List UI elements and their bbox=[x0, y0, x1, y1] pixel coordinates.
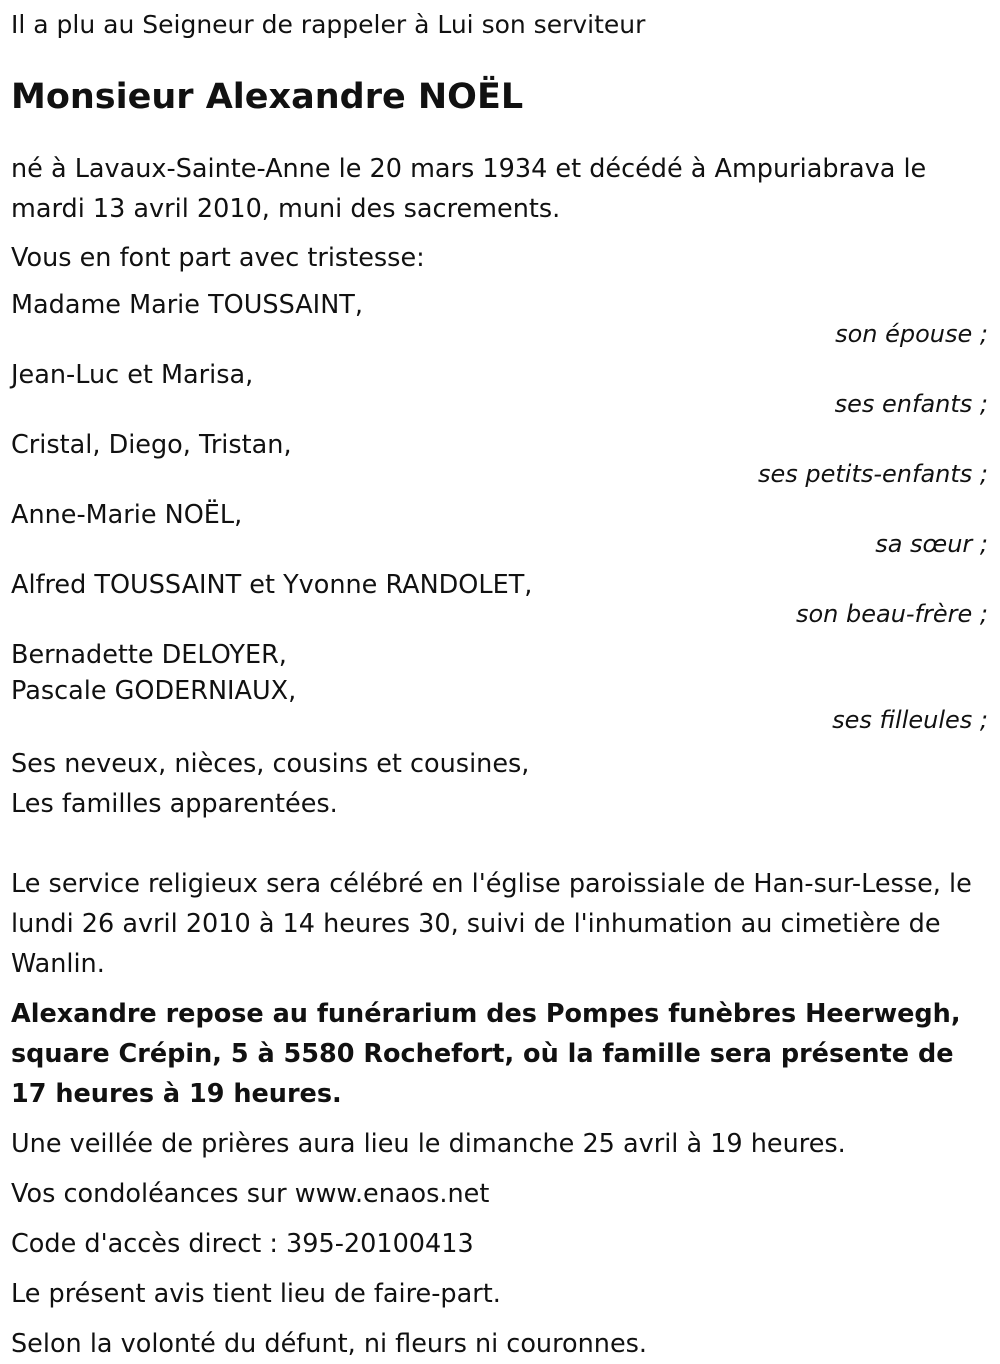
funerarium-text: Alexandre repose au funérarium des Pompes funèbres Heerwegh, square Crépin, 5 à 5580 Rochefort, où la famille sera présente de 17 heures à 19 heures. bbox=[11, 999, 961, 1109]
wish-text: Selon la volonté du défunt, ni fleurs ni couronnes. bbox=[11, 1329, 648, 1359]
family-entry bbox=[11, 567, 988, 628]
access-code-text: Code d'accès direct : 395-20100413 bbox=[11, 1229, 474, 1259]
condolences-text: Vos condoléances sur www.enaos.net bbox=[11, 1179, 490, 1209]
deceased-name: Monsieur Alexandre NOËL bbox=[11, 77, 524, 117]
family-relation: sa sœur ; bbox=[875, 530, 988, 558]
family-names: Alfred TOUSSAINT et Yvonne RANDOLET, bbox=[11, 570, 533, 600]
family-list bbox=[11, 287, 988, 734]
family-entry bbox=[11, 497, 988, 558]
family-entry bbox=[11, 637, 988, 734]
family-names: Pascale GODERNIAUX, bbox=[11, 676, 297, 706]
family-relation: ses petits-enfants ; bbox=[757, 460, 988, 488]
extended-family-line: Ses neveux, nièces, cousins et cousines, bbox=[11, 749, 530, 779]
family-relation: son épouse ; bbox=[835, 320, 988, 348]
extended-family-line: Les familles apparentées. bbox=[11, 789, 338, 819]
family-names: Cristal, Diego, Tristan, bbox=[11, 430, 292, 460]
announce-text: Vous en font part avec tristesse: bbox=[11, 243, 425, 273]
family-entry bbox=[11, 357, 988, 418]
family-relation: son beau-frère ; bbox=[795, 600, 988, 628]
notice-text: Le présent avis tient lieu de faire-part. bbox=[11, 1279, 501, 1309]
family-entry bbox=[11, 427, 988, 488]
service-text: Le service religieux sera célébré en l'église paroissiale de Han-sur-Lesse, le lundi 26 avril 2010 à 14 heures 30, suivi de l'inhumation au cimetière de Wanlin. bbox=[11, 869, 972, 979]
extended-family bbox=[11, 744, 988, 824]
family-names: Anne-Marie NOËL, bbox=[11, 500, 243, 530]
family-names: Jean-Luc et Marisa, bbox=[11, 360, 254, 390]
intro-text: Il a plu au Seigneur de rappeler à Lui son serviteur bbox=[11, 10, 646, 39]
vigil-text: Une veillée de prières aura lieu le dimanche 25 avril à 19 heures. bbox=[11, 1129, 846, 1159]
birth-death-text: né à Lavaux-Sainte-Anne le 20 mars 1934 et décédé à Ampuriabrava le mardi 13 avril 2010, muni des sacrements. bbox=[11, 154, 927, 224]
family-relation: ses filleules ; bbox=[832, 706, 988, 734]
family-names: Madame Marie TOUSSAINT, bbox=[11, 290, 363, 320]
family-entry bbox=[11, 287, 988, 348]
family-names: Bernadette DELOYER, bbox=[11, 640, 287, 670]
family-relation: ses enfants ; bbox=[834, 390, 988, 418]
